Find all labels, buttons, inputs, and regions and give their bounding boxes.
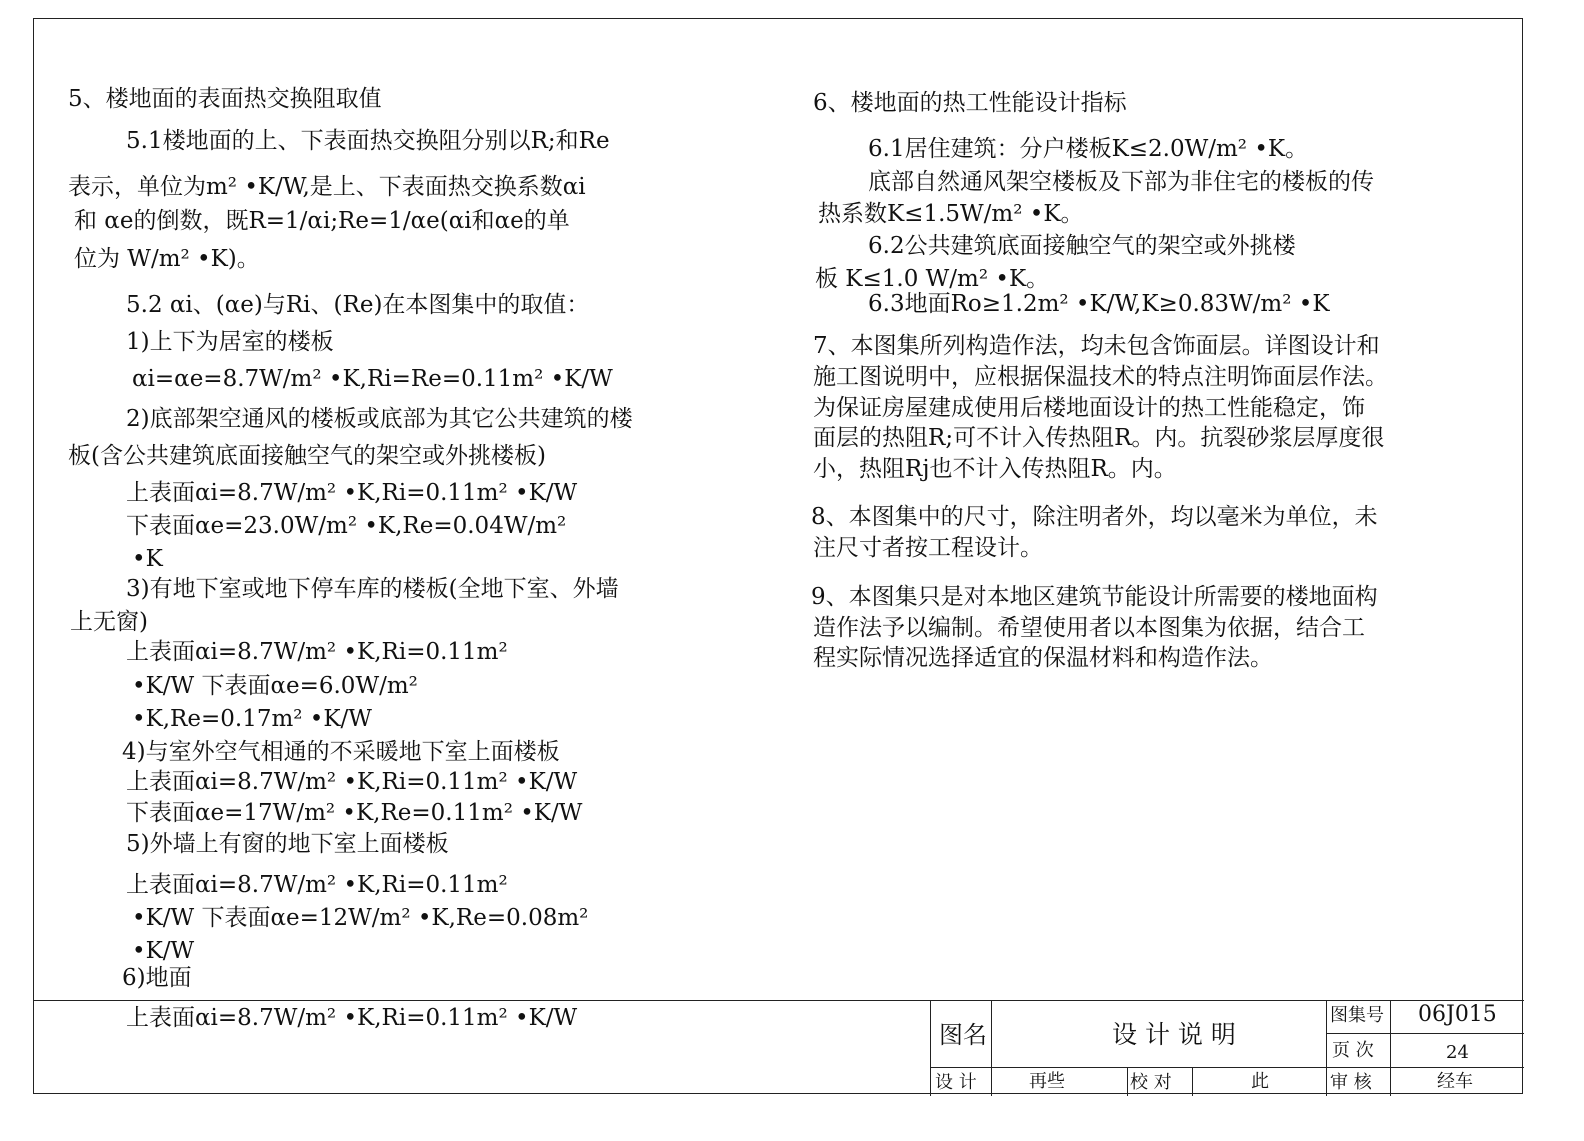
right-line: 程实际情况选择适宜的保温材料和构造作法。 [813,645,1273,671]
left-line: •K/W 下表面αe=12W/m² •K,Re=0.08m² [132,905,589,931]
left-line: 3)有地下室或地下停车库的楼板(全地下室、外墙 [126,576,619,602]
left-line: •K/W 下表面αe=6.0W/m² [132,673,418,699]
tb-divider [930,1001,931,1096]
right-line: 小，热阻Rj也不计入传热阻R。内。 [813,456,1177,482]
right-line: 7、本图集所列构造作法，均未包含饰面层。详图设计和 [813,333,1380,359]
review-label: 审 核 [1330,1072,1372,1093]
design-label: 设 计 [935,1072,977,1093]
left-line: 上表面αi=8.7W/m² •K,Ri=0.11m² [126,872,508,898]
right-line: 造作法予以编制。希望使用者以本图集为依据，结合工 [813,615,1365,641]
tb-row-divider [930,1067,1524,1068]
tb-divider [991,1001,992,1096]
left-line: 位为 W/m² •K)。 [74,246,260,272]
title-block [34,1000,1524,1095]
left-line: 4)与室外空气相通的不采暖地下室上面楼板 [122,739,560,765]
left-line: 1)上下为居室的楼板 [126,329,334,355]
tb-divider [1127,1067,1128,1096]
page-label: 页 次 [1332,1040,1374,1061]
left-line: 上表面αi=8.7W/m² •K,Ri=0.11m² •K/W [126,1005,578,1031]
left-line: 和 αe的倒数，既R=1/αi;Re=1/αe(αi和αe的单 [74,208,570,234]
tb-divider [1390,1001,1391,1096]
atlas-no: 06J015 [1418,1002,1497,1027]
review-signature: 经车 [1437,1071,1473,1092]
left-line: 表示，单位为m² •K/W,是上、下表面热交换系数αi [68,174,586,200]
left-line: 下表面αe=17W/m² •K,Re=0.11m² •K/W [126,800,583,826]
right-line: 施工图说明中，应根据保温技术的特点注明饰面层作法。 [813,364,1388,390]
right-line: 9、本图集只是对本地区建筑节能设计所需要的楼地面构 [811,584,1378,610]
left-line: αi=αe=8.7W/m² •K,Ri=Re=0.11m² •K/W [132,366,613,392]
right-line-section6-title: 6、楼地面的热工性能设计指标 [813,90,1127,116]
tb-row-divider [1326,1033,1524,1034]
drawing-name-label: 图名 [939,1021,987,1049]
atlas-no-label: 图集号 [1330,1005,1384,1026]
tb-divider [1192,1067,1193,1096]
right-line: 底部自然通风架空楼板及下部为非住宅的楼板的传 [868,169,1374,195]
left-line: 2)底部架空通风的楼板或底部为其它公共建筑的楼 [126,406,633,432]
drawing-name: 设 计 说 明 [1112,1020,1236,1049]
page-no: 24 [1446,1042,1469,1063]
right-line: 注尺寸者按工程设计。 [813,535,1043,561]
left-line: •K,Re=0.17m² •K/W [132,706,372,732]
right-line: 6.2公共建筑底面接触空气的架空或外挑楼 [868,233,1296,259]
check-label: 校 对 [1130,1072,1172,1093]
right-line: 为保证房屋建成使用后楼地面设计的热工性能稳定，饰 [813,395,1365,421]
right-line: 6.1居住建筑：分户楼板K≤2.0W/m² •K。 [868,136,1309,162]
left-line: 5.2 αi、(αe)与Ri、(Re)在本图集中的取值： [126,292,590,318]
left-line: 6)地面 [122,965,192,991]
right-line: 板 K≤1.0 W/m² •K。 [815,266,1050,292]
left-line: 上表面αi=8.7W/m² •K,Ri=0.11m² •K/W [126,769,578,795]
right-line: 面层的热阻R;可不计入传热阻R。内。抗裂砂浆层厚度很 [813,425,1385,451]
check-signature: 此 [1251,1071,1269,1092]
left-line: 板(含公共建筑底面接触空气的架空或外挑楼板) [68,443,546,469]
left-line: 下表面αe=23.0W/m² •K,Re=0.04W/m² [126,513,567,539]
design-signature: 再些 [1029,1071,1065,1092]
tb-divider [1326,1001,1327,1096]
right-line: 8、本图集中的尺寸，除注明者外，均以毫米为单位，未 [811,504,1378,530]
right-line: 6.3地面Ro≥1.2m² •K/W,K≥0.83W/m² •K [868,291,1330,317]
drawing-sheet [33,18,1523,1094]
left-line: 5)外墙上有窗的地下室上面楼板 [126,831,449,857]
left-line: 5.1楼地面的上、下表面热交换阻分别以R;和Re [126,128,610,154]
left-line: •K [132,546,163,572]
left-line: 上无窗) [70,609,148,635]
left-line: 上表面αi=8.7W/m² •K,Ri=0.11m² •K/W [126,480,578,506]
left-line: 上表面αi=8.7W/m² •K,Ri=0.11m² [126,639,508,665]
right-line: 热系数K≤1.5W/m² •K。 [818,201,1084,227]
left-line-section5-title: 5、楼地面的表面热交换阻取值 [68,86,382,112]
left-line: •K/W [132,938,195,964]
